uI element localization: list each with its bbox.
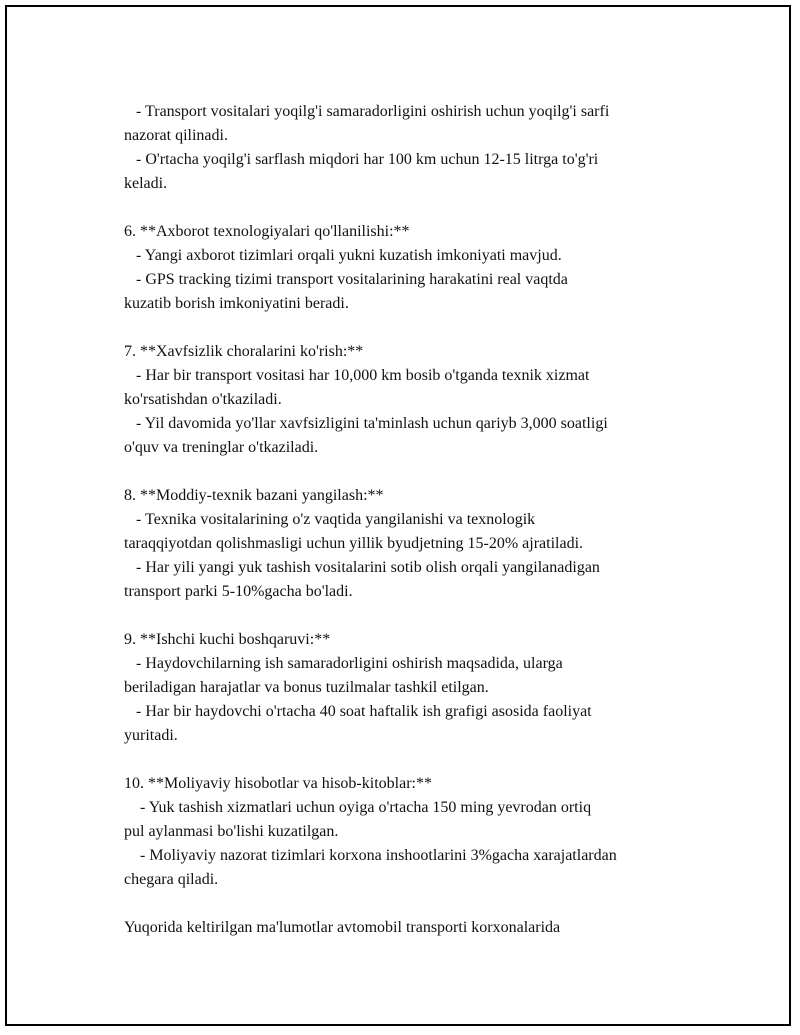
text-line: - O'rtacha yoqilg'i sarflash miqdori har 100 km uchun 12-15 litrga to'g'ri xyxy=(124,151,599,168)
text-line: o'quv va treninglar o'tkaziladi. xyxy=(124,439,319,456)
paragraph-gap xyxy=(124,460,709,484)
text-line: nazorat qilinadi. xyxy=(124,127,228,144)
text-line: yuritadi. xyxy=(124,727,178,744)
paragraph-block xyxy=(124,628,709,748)
text-line: kuzatib borish imkoniyatini beradi. xyxy=(124,295,349,312)
paragraph-block xyxy=(124,484,709,604)
text-line: 10. **Moliyaviy hisobotlar va hisob-kitoblar:** xyxy=(124,775,432,792)
paragraph-gap xyxy=(124,196,709,220)
text-line: 7. **Xavfsizlik choralarini ko'rish:** xyxy=(124,343,364,360)
page-frame xyxy=(5,5,791,1026)
text-line: - Har yili yangi yuk tashish vositalarini sotib olish orqali yangilanadigan xyxy=(124,559,600,576)
text-line: beriladigan harajatlar va bonus tuzilmalar tashkil etilgan. xyxy=(124,679,489,696)
text-line: keladi. xyxy=(124,175,168,192)
paragraph-gap xyxy=(124,316,709,340)
text-line: 8. **Moddiy-texnik bazani yangilash:** xyxy=(124,487,384,504)
text-line: 9. **Ishchi kuchi boshqaruvi:** xyxy=(124,631,331,648)
text-line: - Texnika vositalarining o'z vaqtida yangilanishi va texnologik xyxy=(124,511,536,528)
paragraph-block xyxy=(124,916,709,940)
paragraph-block xyxy=(124,220,709,316)
text-line: - Yangi axborot tizimlari orqali yukni kuzatish imkoniyati mavjud. xyxy=(124,247,562,264)
text-line: 6. **Axborot texnologiyalari qo'llanilishi:** xyxy=(124,223,410,240)
text-line: - GPS tracking tizimi transport vositalarining harakatini real vaqtda xyxy=(124,271,568,288)
text-line: - Transport vositalari yoqilg'i samaradorligini oshirish uchun yoqilg'i sarfi xyxy=(124,103,610,120)
text-line: transport parki 5-10%gacha bo'ladi. xyxy=(124,583,353,600)
text-line: Yuqorida keltirilgan ma'lumotlar avtomobil transporti korxonalarida xyxy=(124,919,561,936)
document-body xyxy=(124,100,709,940)
paragraph-gap xyxy=(124,748,709,772)
paragraph-block xyxy=(124,772,709,892)
text-line: pul aylanmasi bo'lishi kuzatilgan. xyxy=(124,823,339,840)
text-line: - Har bir haydovchi o'rtacha 40 soat haftalik ish grafigi asosida faoliyat xyxy=(124,703,592,720)
text-line: chegara qiladi. xyxy=(124,871,219,888)
text-line: - Yil davomida yo'llar xavfsizligini ta'minlash uchun qariyb 3,000 soatligi xyxy=(124,415,608,432)
paragraph-block xyxy=(124,100,709,196)
paragraph-gap xyxy=(124,892,709,916)
text-line: taraqqiyotdan qolishmasligi uchun yillik byudjetning 15-20% ajratiladi. xyxy=(124,535,584,552)
paragraph-gap xyxy=(124,604,709,628)
text-line: - Moliyaviy nazorat tizimlari korxona inshootlarini 3%gacha xarajatlardan xyxy=(124,847,617,864)
text-line: - Haydovchilarning ish samaradorligini oshirish maqsadida, ularga xyxy=(124,655,563,672)
text-line: - Har bir transport vositasi har 10,000 km bosib o'tganda texnik xizmat xyxy=(124,367,590,384)
text-line: ko'rsatishdan o'tkaziladi. xyxy=(124,391,282,408)
paragraph-block xyxy=(124,340,709,460)
text-line: - Yuk tashish xizmatlari uchun oyiga o'rtacha 150 ming yevrodan ortiq xyxy=(124,799,592,816)
